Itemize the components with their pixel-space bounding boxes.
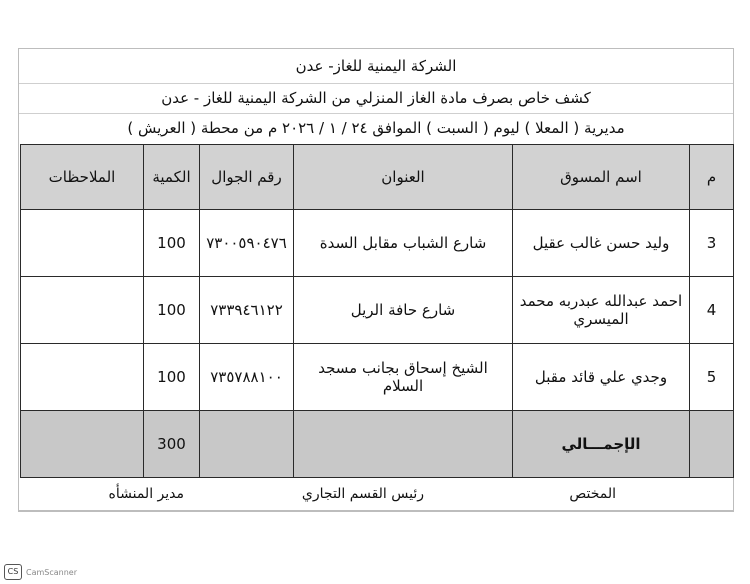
distribution-table <box>20 144 734 478</box>
total-empty-cell <box>200 411 294 478</box>
row-phone: ٧٣٣٩٤٦١٢٢ <box>200 277 294 344</box>
watermark-text: CamScanner <box>26 567 78 577</box>
total-index-cell <box>690 411 734 478</box>
report-subject: كشف خاص بصرف مادة الغاز المنزلي من الشركة اليمنية للغاز - عدن <box>161 89 591 107</box>
header-marketer: اسم المسوق <box>513 145 690 210</box>
row-quantity: 100 <box>144 277 200 344</box>
signature-commercial-head: رئيس القسم التجاري <box>301 486 424 502</box>
camscanner-logo-icon: CS <box>4 564 22 580</box>
row-address: الشيخ إسحاق بجانب مسجد السلام <box>294 344 513 411</box>
document-sheet <box>18 48 734 512</box>
company-title: الشركة اليمنية للغاز- عدن <box>295 57 457 75</box>
header-notes: الملاحظات <box>21 145 144 210</box>
row-marketer: وليد حسن غالب عقيل <box>513 210 690 277</box>
row-address: شارع الشباب مقابل السدة <box>294 210 513 277</box>
row-phone: ٧٣٠٠٥٩٠٤٧٦ <box>200 210 294 277</box>
row-index: 5 <box>690 344 734 411</box>
row-notes <box>21 344 144 411</box>
row-notes <box>21 277 144 344</box>
divider <box>19 83 733 84</box>
divider <box>19 113 733 114</box>
row-phone: ٧٣٥٧٨٨١٠٠ <box>200 344 294 411</box>
row-quantity: 100 <box>144 210 200 277</box>
total-quantity: 300 <box>144 411 200 478</box>
table-header-row <box>21 145 734 210</box>
report-details: مديرية ( المعلا ) ليوم ( السبت ) الموافق ٢٤ / ١ / ٢٠٢٦ م من محطة ( العريش ) <box>127 119 625 137</box>
table-row <box>21 277 734 344</box>
table-row <box>21 344 734 411</box>
total-empty-cell <box>294 411 513 478</box>
header-address: العنوان <box>294 145 513 210</box>
row-marketer: وجدي علي قائد مقبل <box>513 344 690 411</box>
row-quantity: 100 <box>144 344 200 411</box>
row-address: شارع حافة الريل <box>294 277 513 344</box>
row-index: 3 <box>690 210 734 277</box>
header-quantity: الكمية <box>144 145 200 210</box>
row-notes <box>21 210 144 277</box>
header-index: م <box>690 145 734 210</box>
table-row <box>21 210 734 277</box>
total-row <box>21 411 734 478</box>
scanner-watermark <box>4 564 77 580</box>
total-label: الإجمـــالي <box>513 411 690 478</box>
signature-specialist: المختص <box>569 486 616 502</box>
signature-facility-manager: مدير المنشأه <box>108 486 184 502</box>
row-index: 4 <box>690 277 734 344</box>
row-marketer: احمد عبدالله عبدربه محمد الميسري <box>513 277 690 344</box>
footer-divider <box>18 510 734 511</box>
total-empty-cell <box>21 411 144 478</box>
header-phone: رقم الجوال <box>200 145 294 210</box>
signature-row <box>18 482 734 508</box>
